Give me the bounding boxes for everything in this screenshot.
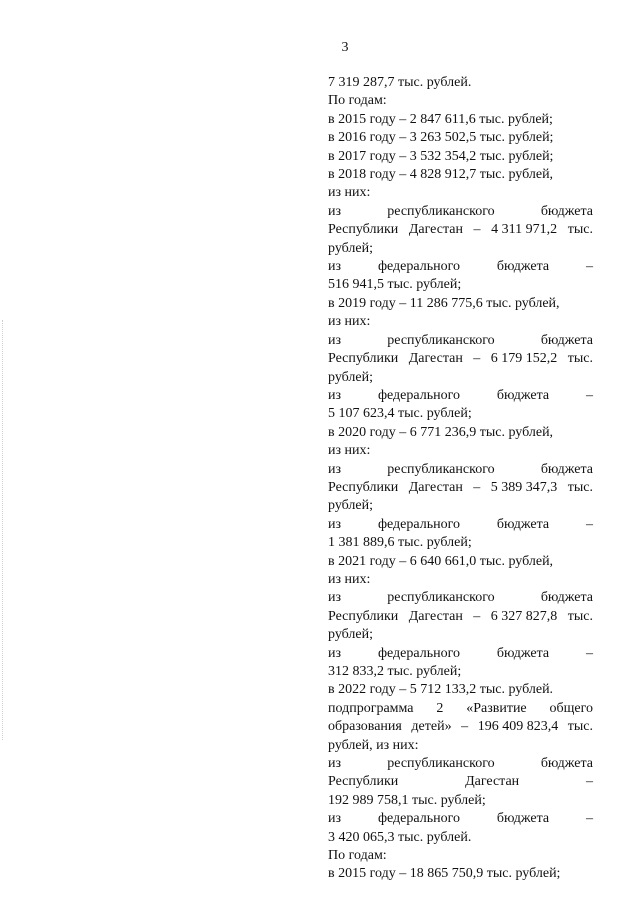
text-word: 196 409 823,4 [477,719,559,735]
text-line-justified [328,203,593,221]
text-line-justified [328,221,593,239]
text-line: в 2019 году – 11 286 775,6 тыс. рублей, [328,295,560,311]
text-word: республиканского [387,590,495,606]
text-word: бюджета [496,387,550,403]
text-line: 7 319 287,7 тыс. рублей. [328,75,472,90]
scan-margin-artifact [2,320,25,740]
text-word: бюджета [496,645,550,661]
text-word: из [328,332,342,348]
text-line: 5 107 623,4 тыс. рублей; [328,406,472,422]
text-word: Дагестан [408,222,463,238]
text-word: – [473,608,481,624]
text-word: федерального [377,387,460,403]
text-line: в 2022 году – 5 712 133,2 тыс. рублей. [328,682,554,698]
text-word: – [473,351,481,367]
text-word: тыс. [567,608,594,624]
text-line-justified [328,645,593,663]
text-word: Республики [328,222,399,238]
text-line-justified [328,479,593,497]
text-word: – [473,479,481,495]
text-word: республиканского [387,461,495,477]
text-word: подпрограмма [328,700,414,716]
text-word: 4 311 971,2 [491,222,558,238]
text-word: 2 [436,700,444,716]
text-word: Дагестан [408,608,463,624]
text-word: – [586,259,594,275]
text-word: тыс. [567,351,594,367]
text-word: из [328,590,342,606]
text-line-justified [328,755,593,773]
text-line: 3 420 065,3 тыс. рублей. [328,829,472,845]
text-word: федерального [377,259,460,275]
text-word: – [586,774,594,790]
text-word: бюджета [540,590,594,606]
text-line-justified [328,350,593,368]
text-word: бюджета [496,516,550,532]
text-line: рублей; [328,627,373,643]
text-word: из [328,516,342,532]
text-word: из [328,387,342,403]
text-word: общего [549,700,594,716]
text-word: из [328,461,342,477]
text-line-justified [328,810,593,828]
text-word: – [586,811,594,827]
text-line-justified [328,258,593,276]
text-line: из них: [328,185,371,201]
text-word: – [473,222,481,238]
text-line: 1 381 889,6 тыс. рублей; [328,535,472,551]
text-line-justified [328,461,593,479]
text-word: федерального [377,811,460,827]
text-word: республиканского [387,332,495,348]
text-word: Республики [328,774,399,790]
text-line-justified [328,700,593,718]
text-word: федерального [377,516,460,532]
text-word: республиканского [387,203,495,219]
text-word: тыс. [567,719,594,735]
document-text-column [328,74,593,884]
text-word: Республики [328,351,399,367]
text-word: из [328,645,342,661]
text-word: образования [328,719,402,735]
text-word: детей» [411,719,452,735]
text-word: – [586,387,594,403]
text-word: бюджета [496,259,550,275]
text-word: «Развитие [466,700,527,716]
text-line-justified [328,589,593,607]
text-word: бюджета [540,461,594,477]
text-line: в 2020 году – 6 771 236,9 тыс. рублей, [328,424,554,440]
text-line: в 2021 году – 6 640 661,0 тыс. рублей, [328,553,554,569]
text-word: бюджета [540,756,594,772]
text-word: из [328,259,342,275]
text-line: из них: [328,443,371,459]
text-line: из них: [328,571,371,587]
text-word: Дагестан [465,774,520,790]
text-word: – [586,645,594,661]
text-word: тыс. [567,222,593,238]
text-line: По годам: [328,93,387,109]
text-word: Республики [328,608,399,624]
text-word: из [328,756,342,772]
text-word: федерального [377,645,460,661]
text-line: в 2015 году – 18 865 750,9 тыс. рублей; [328,866,561,882]
text-line: в 2015 году – 2 847 611,6 тыс. рублей; [328,111,553,127]
text-line: рублей, из них: [328,737,419,753]
text-line: рублей; [328,498,373,514]
text-word: 6 179 152,2 [490,351,558,367]
text-line-justified [328,718,593,736]
text-line: в 2018 году – 4 828 912,7 тыс. рублей, [328,167,554,183]
text-line: 192 989 758,1 тыс. рублей; [328,792,486,808]
text-word: – [461,719,469,735]
text-line: из них: [328,314,371,330]
text-word: 5 389 347,3 [490,479,558,495]
text-word: Республики [328,479,399,495]
text-word: из [328,811,342,827]
text-word: Дагестан [408,479,463,495]
text-line-justified [328,516,593,534]
text-line-justified [328,387,593,405]
text-word: из [328,203,342,219]
text-word: бюджета [496,811,550,827]
text-line: в 2016 году – 3 263 502,5 тыс. рублей; [328,130,554,146]
text-word: республиканского [387,756,495,772]
text-line-justified [328,773,593,791]
text-word: 6 327 827,8 [490,608,558,624]
text-line: в 2017 году – 3 532 354,2 тыс. рублей; [328,148,554,164]
text-line: 516 941,5 тыс. рублей; [328,277,462,293]
text-line: рублей; [328,369,373,385]
text-line-justified [328,608,593,626]
text-word: – [586,516,594,532]
page-number: 3 [341,40,349,55]
text-line: 312 833,2 тыс. рублей; [328,664,462,679]
text-word: бюджета [540,203,594,219]
text-word: Дагестан [408,351,463,367]
text-line: рублей; [328,240,373,256]
text-line: По годам: [328,848,387,864]
text-word: бюджета [540,332,594,348]
text-word: тыс. [567,479,594,495]
text-line-justified [328,332,593,350]
